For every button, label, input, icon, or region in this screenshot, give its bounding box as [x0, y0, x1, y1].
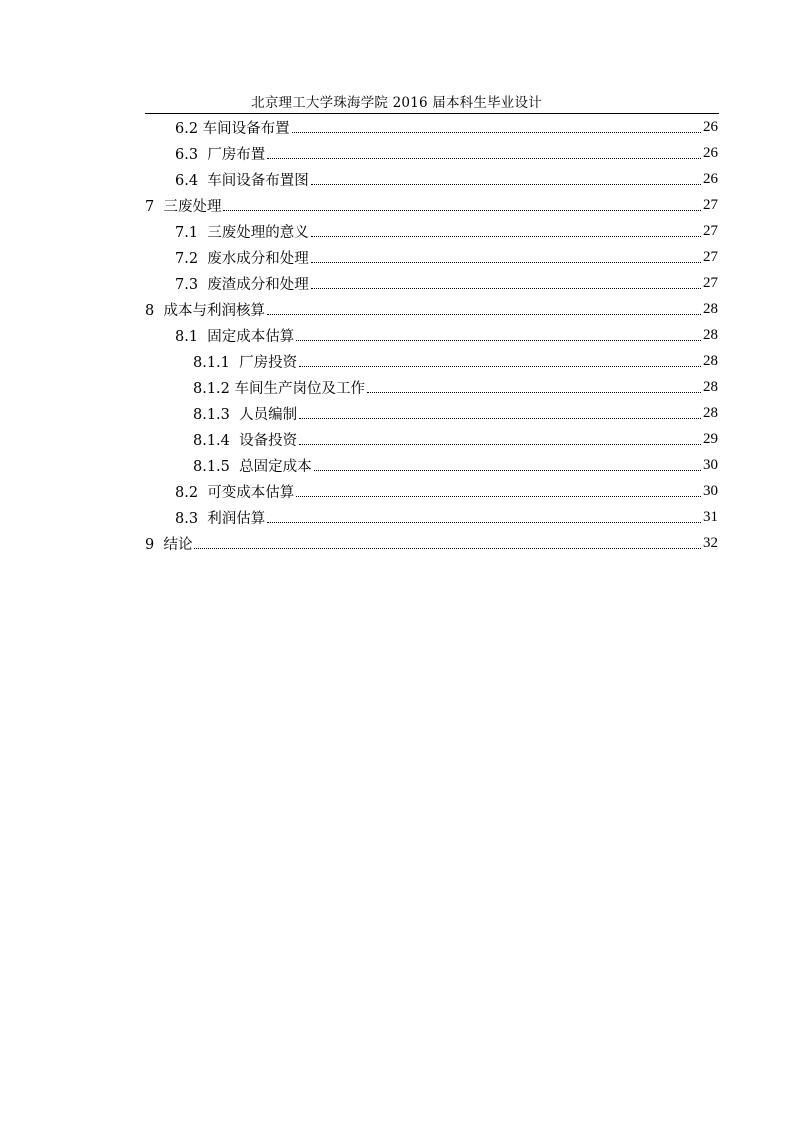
- toc-entry[interactable]: [175, 322, 718, 348]
- toc-leader-dots: [314, 470, 701, 471]
- toc-entry-page: 27: [703, 248, 718, 265]
- toc-entry-page: 30: [703, 456, 718, 473]
- toc-entry-page: 30: [703, 482, 718, 499]
- toc-entry[interactable]: [193, 348, 718, 374]
- toc-entry-page: 27: [703, 274, 718, 291]
- toc-entry[interactable]: [145, 530, 718, 556]
- toc-entry-label: 8.1.1 厂房投资: [193, 354, 298, 371]
- toc-entry-page: 29: [703, 430, 718, 447]
- toc-entry-page: 27: [703, 222, 718, 239]
- toc-entry[interactable]: [145, 192, 718, 218]
- toc-entry[interactable]: [145, 296, 718, 322]
- toc-entry[interactable]: [175, 270, 718, 296]
- toc-entry[interactable]: [193, 374, 718, 400]
- toc-entry-label: 8.2 可变成本估算: [175, 484, 295, 501]
- toc-entry[interactable]: [175, 504, 718, 530]
- toc-leader-dots: [311, 184, 701, 185]
- toc-leader-dots: [194, 548, 701, 549]
- toc-entry-label: 9 结论: [145, 536, 193, 553]
- toc-leader-dots: [311, 236, 701, 237]
- page-header: [0, 94, 793, 112]
- toc-entry-label: 7.2 废水成分和处理: [175, 250, 309, 267]
- toc-entry-label: 7.3 废渣成分和处理: [175, 276, 309, 293]
- toc-entry-label: 8.1.5 总固定成本: [193, 458, 312, 475]
- toc-leader-dots: [296, 496, 701, 497]
- toc-leader-dots: [267, 522, 701, 523]
- toc-leader-dots: [267, 314, 701, 315]
- toc-entry-label: 8.1.3 人员编制: [193, 406, 298, 423]
- toc-leader-dots: [311, 262, 701, 263]
- toc-entry[interactable]: [175, 244, 718, 270]
- toc-entry-page: 31: [703, 508, 718, 525]
- toc-entry-page: 32: [703, 534, 718, 551]
- toc-entry[interactable]: [193, 452, 718, 478]
- toc-entry-page: 28: [703, 300, 718, 317]
- toc-leader-dots: [292, 132, 701, 133]
- toc-leader-dots: [299, 418, 701, 419]
- toc-entry-page: 26: [703, 170, 718, 187]
- toc-entry[interactable]: [175, 114, 718, 140]
- toc-entry-label: 6.2 车间设备布置: [175, 120, 290, 137]
- toc-entry[interactable]: [175, 218, 718, 244]
- toc-entry-label: 7 三废处理: [145, 198, 222, 215]
- toc-entry-page: 26: [703, 144, 718, 161]
- toc-entry-label: 6.3 厂房布置: [175, 146, 266, 163]
- toc-entry-label: 6.4 车间设备布置图: [175, 172, 309, 189]
- toc-entry-label: 8.1 固定成本估算: [175, 328, 295, 345]
- toc-entry[interactable]: [193, 400, 718, 426]
- toc-entry-label: 8.3 利润估算: [175, 510, 266, 527]
- toc-entry-page: 28: [703, 326, 718, 343]
- toc-entry[interactable]: [175, 166, 718, 192]
- toc-leader-dots: [299, 444, 701, 445]
- toc-leader-dots: [296, 340, 701, 341]
- toc-entry-page: 27: [703, 196, 718, 213]
- toc-leader-dots: [267, 158, 701, 159]
- toc-leader-dots: [223, 210, 701, 211]
- toc-leader-dots: [299, 366, 701, 367]
- toc-entry-label: 8.1.2 车间生产岗位及工作: [193, 380, 366, 397]
- toc-entry-page: 28: [703, 404, 718, 421]
- toc-entry-label: 8 成本与利润核算: [145, 302, 265, 319]
- toc-entry[interactable]: [175, 140, 718, 166]
- header-title: 北京理工大学珠海学院 2016 届本科生毕业设计: [251, 95, 542, 111]
- toc-entry-label: 8.1.4 设备投资: [193, 432, 298, 449]
- toc-entry[interactable]: [175, 478, 718, 504]
- toc-leader-dots: [367, 392, 701, 393]
- toc-entry-page: 28: [703, 352, 718, 369]
- toc-entry-label: 7.1 三废处理的意义: [175, 224, 309, 241]
- toc-leader-dots: [311, 288, 701, 289]
- toc-entry-page: 28: [703, 378, 718, 395]
- toc-entry[interactable]: [193, 426, 718, 452]
- toc-entry-page: 26: [703, 118, 718, 135]
